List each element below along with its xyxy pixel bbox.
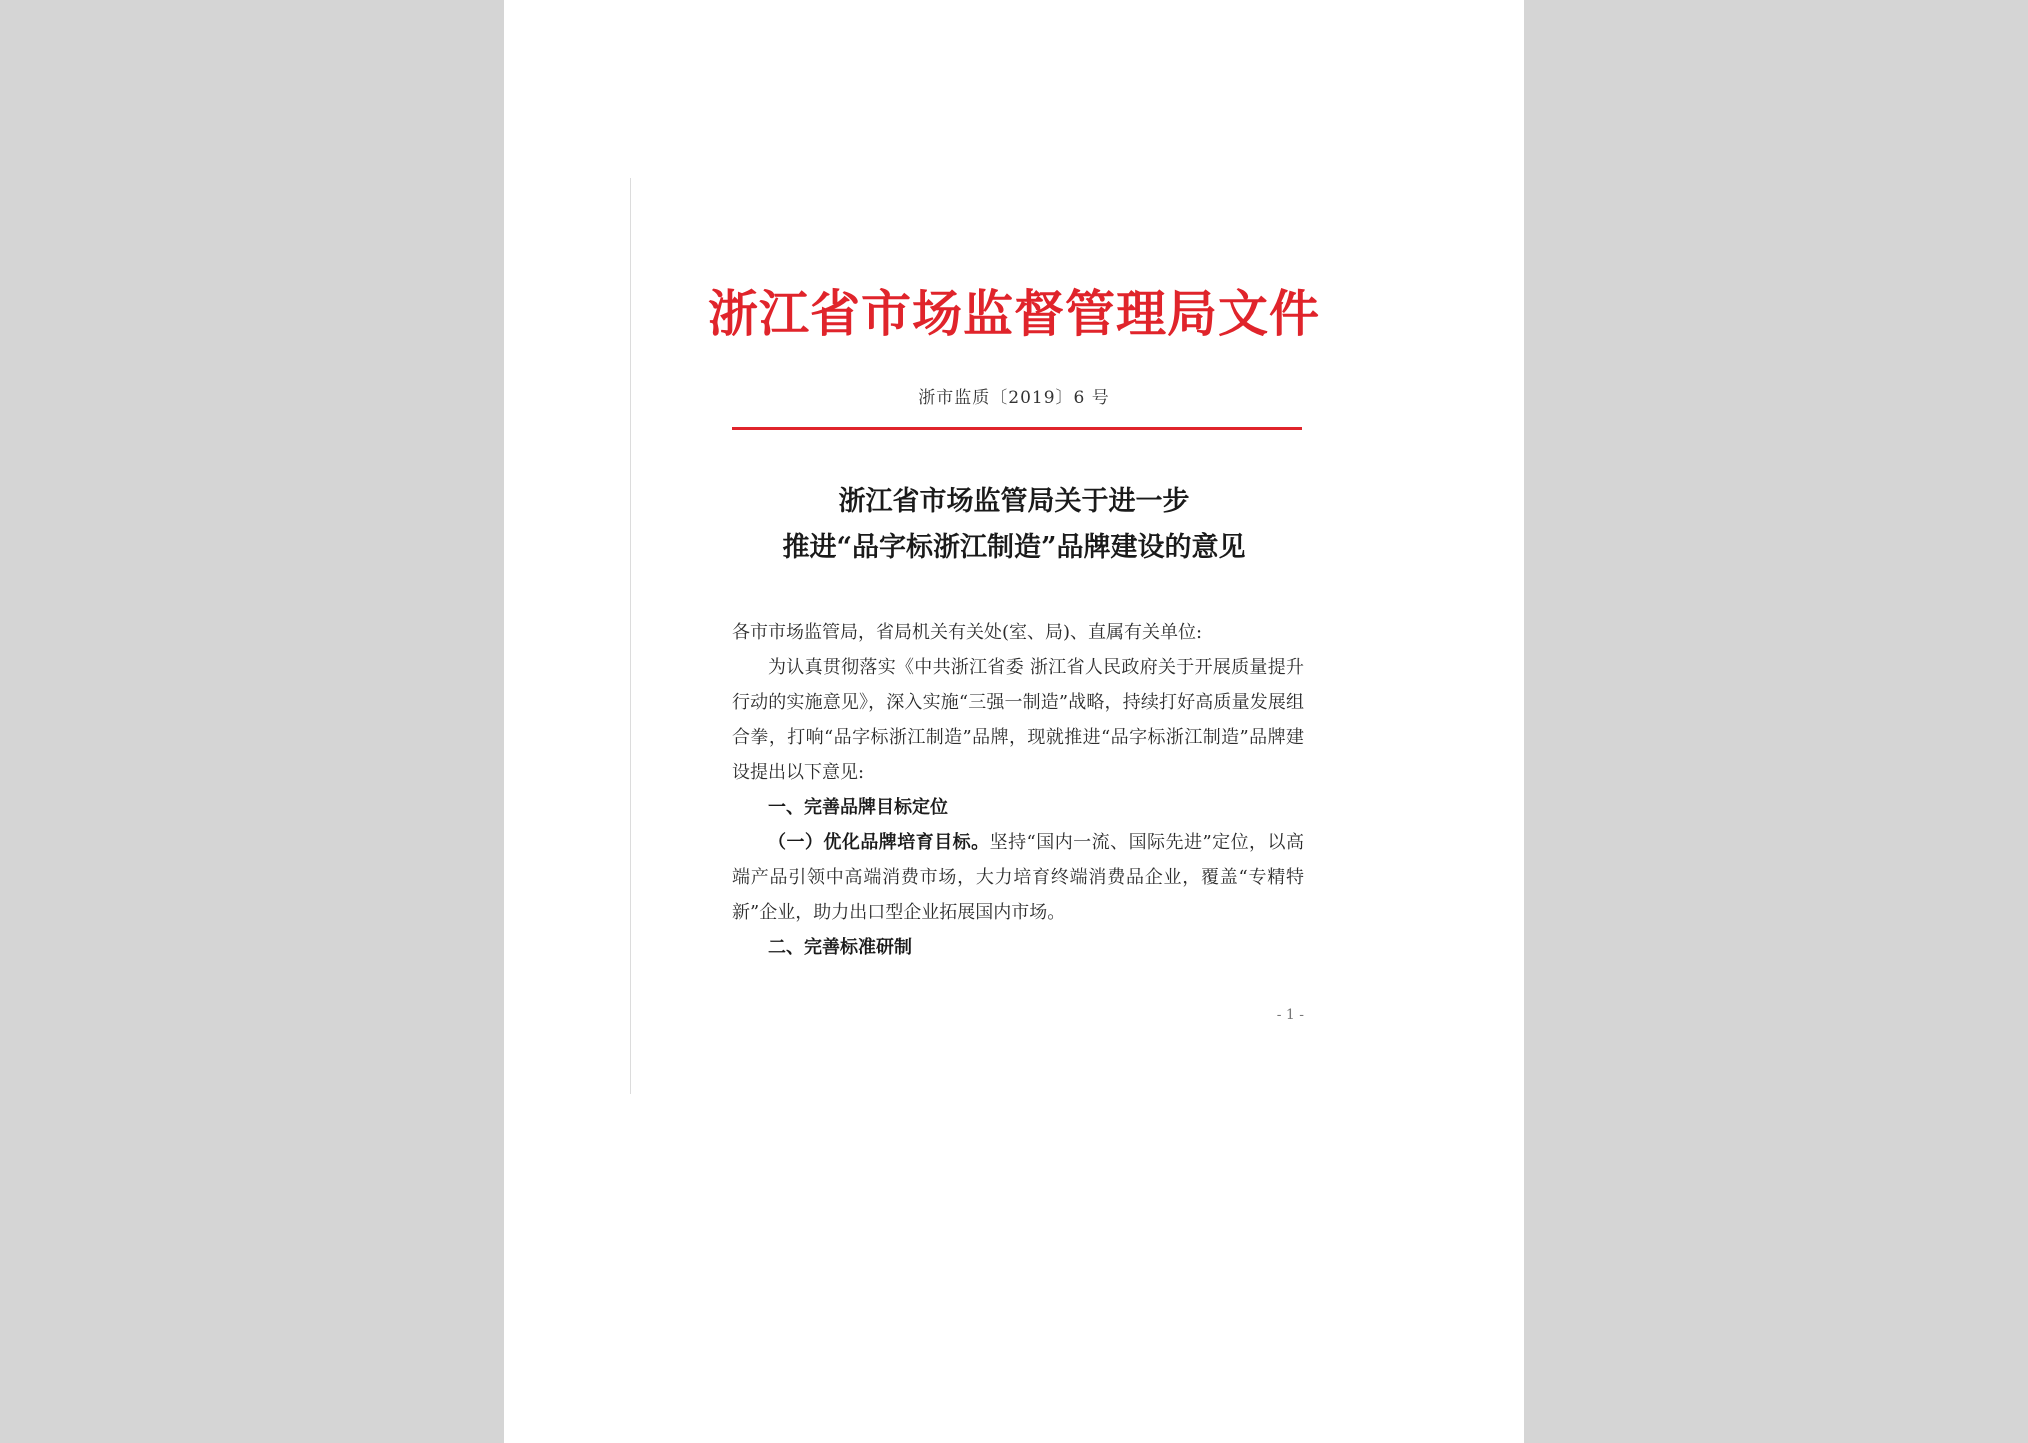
document-number: 浙市监质〔2019〕6 号 (918, 388, 1110, 408)
page-number: - 1 - (1276, 1007, 1304, 1023)
document-body (732, 615, 1304, 965)
salutation: 各市市场监管局，省局机关有关处(室、局)、直属有关单位: (732, 622, 1203, 643)
item-text-1: 坚持“国内一流、国际先进”定位，以高端产品引领中高端消费市场，大力培育终端消费品企业，覆盖“专精特新”企业，助力出口型企业拓展国内市场。 (732, 832, 1304, 923)
red-divider (732, 427, 1302, 430)
section-heading-1: 一、完善品牌目标定位 (768, 797, 948, 818)
intro-paragraph: 为认真贯彻落实《中共浙江省委 浙江省人民政府关于开展质量提升行动的实施意见》，深入实施“三强一制造”战略，持续打好高质量发展组合拳，打响“品字标浙江制造”品牌，现就推进“品字标浙江制造”品牌建设提出以下意见: (732, 657, 1304, 783)
item-paragraph-1 (732, 825, 1304, 930)
section-heading-2: 二、完善标准研制 (768, 937, 912, 958)
document-title-line2: 推进“品字标浙江制造”品牌建设的意见 (782, 532, 1246, 563)
item-heading-1: （一）优化品牌培育目标。 (768, 832, 990, 853)
document-page (504, 0, 1524, 1443)
document-title-line1: 浙江省市场监管局关于进一步 (838, 486, 1190, 517)
agency-title: 浙江省市场监督管理局文件 (708, 284, 1320, 343)
